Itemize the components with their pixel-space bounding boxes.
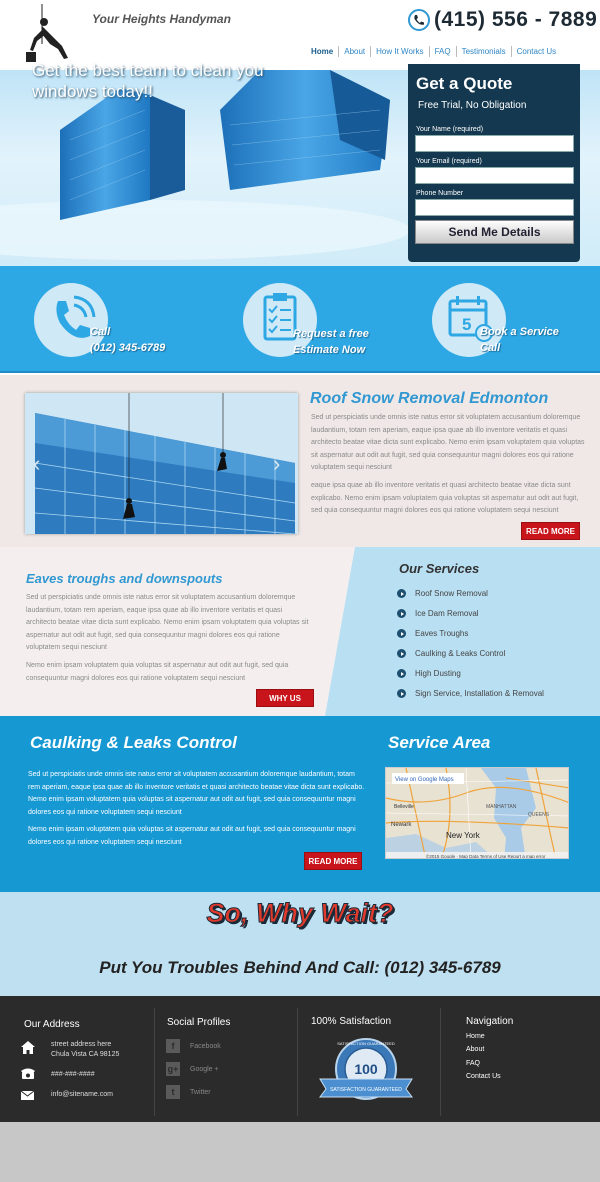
image-slider[interactable] [25,393,298,534]
service-label: High Dusting [415,669,461,678]
badge-text-bottom: SATISFACTION GUARANTEED [330,1087,402,1093]
action-band [0,266,600,373]
footer-address-title: Our Address [24,1019,80,1030]
footer-social-title: Social Profiles [167,1017,231,1028]
why-us-button[interactable]: WHY US [256,689,314,707]
footer-nav-home[interactable]: Home [466,1033,485,1040]
map-label: MANHATTAN [486,804,517,810]
arrow-bullet-icon [397,609,406,618]
phone-input[interactable] [415,199,574,216]
service-item[interactable] [397,689,544,698]
email-label: Your Email (required) [416,158,482,165]
quote-subtitle: Free Trial, No Obligation [418,100,527,111]
service-label: Roof Snow Removal [415,589,488,598]
phone-icon [408,9,430,31]
service-area-title: Service Area [388,733,491,752]
arrow-bullet-icon [397,689,406,698]
eaves-paragraph-2: Nemo enim ipsam voluptatem quia voluptas sit aspernatur aut odit aut fugit, sed quia consequuntur magni dolores eos qui ratione voluptatem sequi nesciunt [26,662,289,682]
roof-read-more-button[interactable]: READ MORE [521,522,580,540]
phone-number: (415) 556 - 7889 [434,8,598,31]
roof-title: Roof Snow Removal Edmonton [310,390,549,407]
book-label-1: Book a Service [480,326,559,338]
twitter-icon: t [166,1085,180,1099]
call-number: (012) 345-6789 [90,342,166,354]
footer-divider [440,1008,441,1116]
map-label: Belleville [394,804,414,810]
service-label: Caulking & Leaks Control [415,649,506,658]
eaves-title: Eaves troughs and downspouts [26,571,223,586]
hero-headline: Get the best team to clean you windows today!! [32,61,264,101]
mail-icon [21,1091,34,1100]
footer-nav-about[interactable]: About [466,1046,485,1053]
nav-contact-us[interactable]: Contact Us [516,47,557,56]
service-item[interactable] [397,629,468,638]
nav-testimonials[interactable]: Testimonials [457,46,512,57]
eaves-paragraph-1: Sed ut perspiciatis unde omnis iste natus error sit voluptatem accusantium doloremque laudantium, totam rem aperiam, eaque ipsa quae ab illo inventore veritatis et quasi architecto beatae vitae dicta sunt explicabo. Nemo enim ipsam voluptatem quia voluptas sit aspernatur aut odit aut fugit, sed quia consequuntur magni dolores eos qui ratione voluptatem sequi nesciunt [26,594,309,651]
map-image [386,768,569,859]
arrow-bullet-icon [397,649,406,658]
site-name[interactable]: Your Heights Handyman [92,12,231,26]
footer-nav-title: Navigation [466,1016,514,1027]
why-wait-title: So, Why Wait? [206,898,394,928]
service-item[interactable] [397,609,479,618]
roof-paragraph-1: Sed ut perspiciatis unde omnis iste natus error sit voluptatem accusantium doloremque laudantium, totam rem aperiam, eaque ipsa quae ab illo inventore veritatis et quasi architecto beatae vitae dicta sunt explicabo. Nemo enim ipsam voluptatem quia voluptas sit aspernatur aut odit aut fugit, sed quia consequuntur magni dolores eos qui ratione voluptatem sequi nesciunt [311,414,585,471]
service-item[interactable] [397,649,505,658]
send-details-button[interactable]: Send Me Details [415,220,574,244]
page-bottom-bar [0,1122,600,1182]
map-label: QUEENS [528,812,550,818]
caulking-read-more-button[interactable]: READ MORE [304,852,362,870]
view-on-google-maps-link[interactable]: View on Google Maps [395,777,454,783]
badge-number: 100 [354,1061,378,1077]
call-text[interactable] [90,324,165,356]
book-text[interactable] [480,324,559,356]
facebook-label: Facebook [190,1042,221,1050]
estimate-label-1: Request a free [293,328,369,340]
service-item[interactable] [397,669,461,678]
google-plus-link[interactable] [166,1062,219,1076]
caulking-title: Caulking & Leaks Control [30,733,237,752]
calendar-number: 5 [462,315,472,334]
arrow-bullet-icon [397,669,406,678]
footer-divider [297,1008,298,1116]
satisfaction-badge-icon [316,1031,416,1111]
google-plus-label: Google + [190,1065,219,1073]
twitter-link[interactable] [166,1085,211,1099]
facebook-icon: f [166,1039,180,1053]
slider-prev-icon[interactable]: ‹ [33,451,41,476]
roof-paragraph-2: eaque ipsa quae ab illo inventore veritatis et quasi architecto beatae vitae dicta sunt explicabo. Nemo enim ipsam voluptatem quia voluptas sit aspernatur aut odit aut fugit, sed quia consequuntur magni dolores eos qui ratione voluptatem sequi nesciunt [311,482,579,514]
window-cleaners-image [25,393,298,534]
book-label-2: Call [480,342,501,354]
google-plus-icon: g+ [167,1064,179,1074]
estimate-label-2: Estimate Now [293,344,366,356]
phone-label: Phone Number [416,190,464,197]
service-label: Sign Service, Installation & Removal [415,689,544,698]
name-input[interactable] [415,135,574,152]
footer-nav-faq[interactable]: FAQ [466,1060,481,1067]
estimate-text[interactable] [293,326,369,358]
map-city-label: New York [446,831,480,840]
services-title: Our Services [399,561,480,576]
badge-text-top: SATISFACTION GUARANTEED [337,1041,395,1046]
call-label: Call [90,326,111,338]
nav-about[interactable]: About [339,46,371,57]
home-icon [21,1041,35,1054]
header-phone[interactable] [408,8,597,32]
quote-title: Get a Quote [416,74,513,93]
caulking-paragraph-1: Sed ut perspiciatis unde omnis iste natus error sit voluptatem accusantium doloremque laudantium, totam rem aperiam, eaque ipsa quae ab illo inventore veritatis et quasi architecto beatae vitae dicta sunt explicabo. Nemo enim ipsam voluptatem quia voluptas sit aspernatur aut odit aut fugit, sed quia consequuntur magni dolores eos qui ratione voluptatem sequi nesciunt [28,771,365,816]
main-nav [306,46,561,57]
name-label: Your Name (required) [416,126,484,133]
slider-next-icon[interactable]: › [273,451,281,476]
service-area-map[interactable] [385,767,569,859]
service-label: Ice Dam Removal [415,609,479,618]
why-wait-subtitle: Put You Troubles Behind And Call: (012) 345-6789 [99,958,501,977]
facebook-link[interactable] [166,1039,221,1053]
arrow-bullet-icon [397,589,406,598]
arrow-bullet-icon [397,629,406,638]
footer-city: Chula Vista CA 98125 [51,1051,120,1058]
footer-satisfaction-title: 100% Satisfaction [311,1016,392,1027]
email-input[interactable] [415,167,574,184]
nav-how-it-works[interactable]: How It Works [371,46,429,57]
map-label: Newark [391,822,412,828]
quote-form [408,64,580,262]
footer-nav-contact[interactable]: Contact Us [466,1073,501,1080]
climber-logo-icon[interactable] [22,4,72,66]
map-attribution: ©2015 Google · Map Data Terms of Use Report a map error [426,854,546,859]
twitter-label: Twitter [190,1088,211,1096]
footer-phone: ###-###-#### [51,1071,95,1078]
footer-email[interactable]: info@sitename.com [51,1091,113,1098]
caulking-paragraph-2: Nemo enim ipsam voluptatem quia voluptas sit aspernatur aut odit aut fugit, sed quia consequuntur magni dolores eos qui ratione voluptatem sequi nesciunt [28,826,356,846]
footer-street: street address here [51,1041,112,1048]
service-label: Eaves Troughs [415,629,469,638]
footer-divider [154,1008,155,1116]
nav-home[interactable]: Home [306,46,339,57]
telephone-icon [21,1068,35,1079]
nav-faq[interactable]: FAQ [430,46,457,57]
service-item[interactable] [397,589,488,598]
